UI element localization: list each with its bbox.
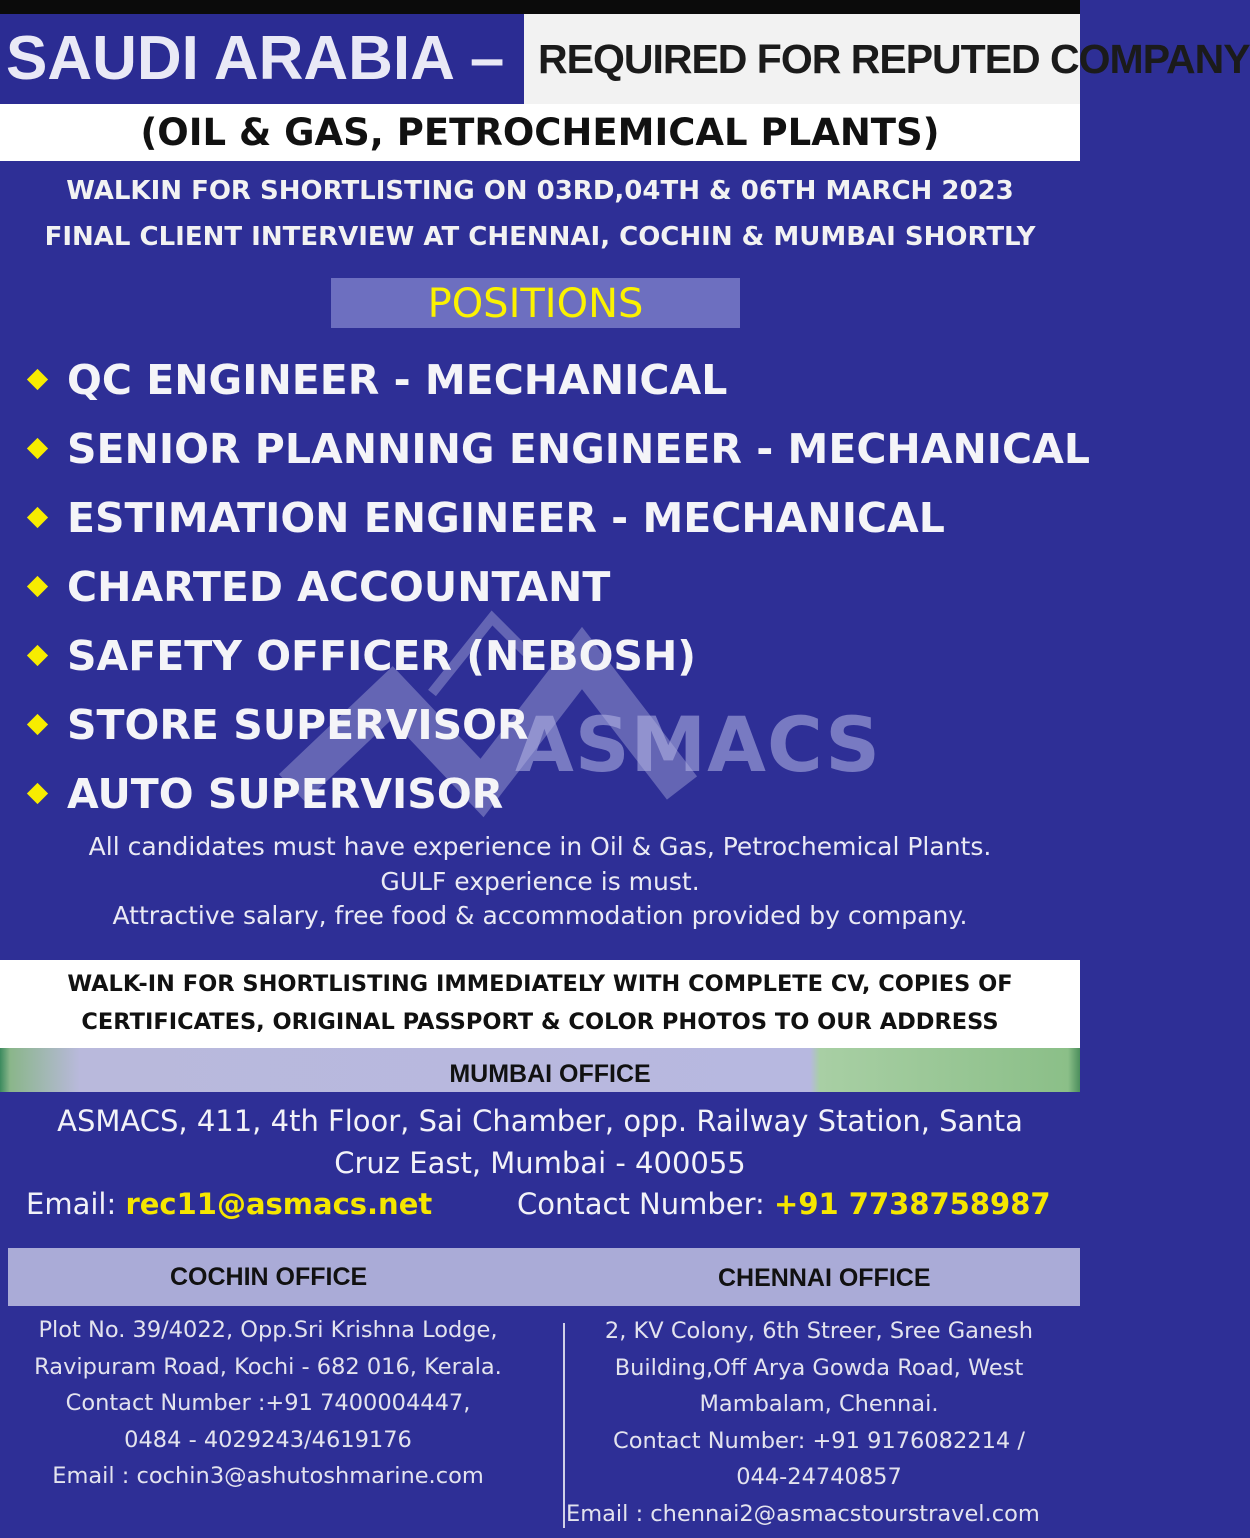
cochin-address-line: Plot No. 39/4022, Opp.Sri Krishna Lodge, <box>38 1317 498 1343</box>
note-gulf: GULF experience is must. <box>380 866 700 896</box>
position-name: SENIOR PLANNING ENGINEER - MECHANICAL <box>67 424 1090 473</box>
contact-label: Contact Number: <box>517 1187 765 1221</box>
mumbai-address-line-1: ASMACS, 411, 4th Floor, Sai Chamber, opp. Railway Station, Santa <box>57 1104 1023 1138</box>
sectors-subtitle: (OIL & GAS, PETROCHEMICAL PLANTS) <box>0 104 1080 161</box>
requirements-notes <box>0 830 1080 934</box>
mumbai-phone <box>517 1183 1051 1225</box>
list-item <box>24 483 1084 552</box>
instructions-line-2: CERTIFICATES, ORIGINAL PASSPORT & COLOR PHOTOS TO OUR ADDRESS <box>81 1009 999 1035</box>
chennai-address-line: 2, KV Colony, 6th Streer, Sree Ganesh <box>604 1318 1034 1344</box>
mumbai-contact-row <box>0 1183 1080 1225</box>
mumbai-address-line-2: Cruz East, Mumbai - 400055 <box>334 1146 746 1180</box>
note-benefits: Attractive salary, free food & accommodation provided by company. <box>112 901 968 930</box>
list-item <box>24 690 1084 759</box>
top-black-bar <box>0 0 1080 14</box>
positions-title: POSITIONS <box>331 278 740 328</box>
country-title: SAUDI ARABIA – <box>0 14 524 104</box>
position-name: CHARTED ACCOUNTANT <box>67 562 611 611</box>
note-experience: All candidates must have experience in Oil & Gas, Petrochemical Plants. <box>88 832 992 861</box>
cochin-office-details <box>0 1312 536 1495</box>
asmacs-watermark-text: ASMACS <box>515 700 881 789</box>
mumbai-address <box>0 1100 1080 1184</box>
diamond-bullet-icon <box>27 369 48 390</box>
position-name: ESTIMATION ENGINEER - MECHANICAL <box>67 493 945 542</box>
interview-locations: FINAL CLIENT INTERVIEW AT CHENNAI, COCHIN & MUMBAI SHORTLY <box>44 222 1036 252</box>
chennai-address-line: Mambalam, Chennai. <box>699 1391 939 1417</box>
cochin-address-line: Ravipuram Road, Kochi - 682 016, Kerala. <box>34 1353 502 1380</box>
list-item <box>24 414 1090 483</box>
cochin-contact: Contact Number :+91 7400004447, <box>65 1390 471 1416</box>
list-item <box>24 621 1084 690</box>
cochin-landline: 0484 - 4029243/4619176 <box>124 1426 412 1453</box>
email-label: Email: <box>26 1187 117 1221</box>
required-heading: REQUIRED FOR REPUTED COMPANY <box>524 14 1080 104</box>
chennai-contact: Contact Number: +91 9176082214 / <box>613 1427 1025 1454</box>
position-name: STORE SUPERVISOR <box>67 700 529 749</box>
diamond-bullet-icon <box>27 438 48 459</box>
diamond-bullet-icon <box>27 507 48 528</box>
diamond-bullet-icon <box>27 645 48 666</box>
positions-list <box>24 345 1090 828</box>
list-item <box>24 345 1084 414</box>
position-name: AUTO SUPERVISOR <box>67 769 504 818</box>
chennai-email[interactable]: Email : chennai2@asmacstourstravel.com <box>566 1501 1040 1527</box>
cochin-email[interactable]: Email : cochin3@ashutoshmarine.com <box>52 1463 484 1489</box>
list-item <box>24 759 1084 828</box>
list-item <box>24 552 1084 621</box>
column-divider <box>563 1323 565 1528</box>
instructions-line-1: WALK-IN FOR SHORTLISTING IMMEDIATELY WITH COMPLETE CV, COPIES OF <box>67 971 1013 997</box>
mumbai-email-link[interactable]: rec11@asmacs.net <box>125 1187 433 1221</box>
chennai-office-title: CHENNAI OFFICE <box>718 1264 931 1292</box>
mumbai-office-title: MUMBAI OFFICE <box>449 1060 651 1088</box>
diamond-bullet-icon <box>27 714 48 735</box>
chennai-office-details <box>566 1313 1072 1496</box>
walkin-instructions <box>0 965 1080 1041</box>
position-name: SAFETY OFFICER (NEBOSH) <box>67 631 697 680</box>
chennai-address-line: Building,Off Arya Gowda Road, West <box>614 1354 1024 1381</box>
walkin-dates: WALKIN FOR SHORTLISTING ON 03RD,04TH & 06TH MARCH 2023 <box>66 176 1014 206</box>
position-name: QC ENGINEER - MECHANICAL <box>67 355 728 404</box>
diamond-bullet-icon <box>27 783 48 804</box>
mumbai-email <box>26 1183 432 1225</box>
cochin-office-title: COCHIN OFFICE <box>170 1263 368 1291</box>
chennai-landline: 044-24740857 <box>736 1464 902 1490</box>
mumbai-phone-number[interactable]: +91 7738758987 <box>774 1187 1051 1221</box>
walkin-schedule <box>0 168 1080 260</box>
diamond-bullet-icon <box>27 576 48 597</box>
